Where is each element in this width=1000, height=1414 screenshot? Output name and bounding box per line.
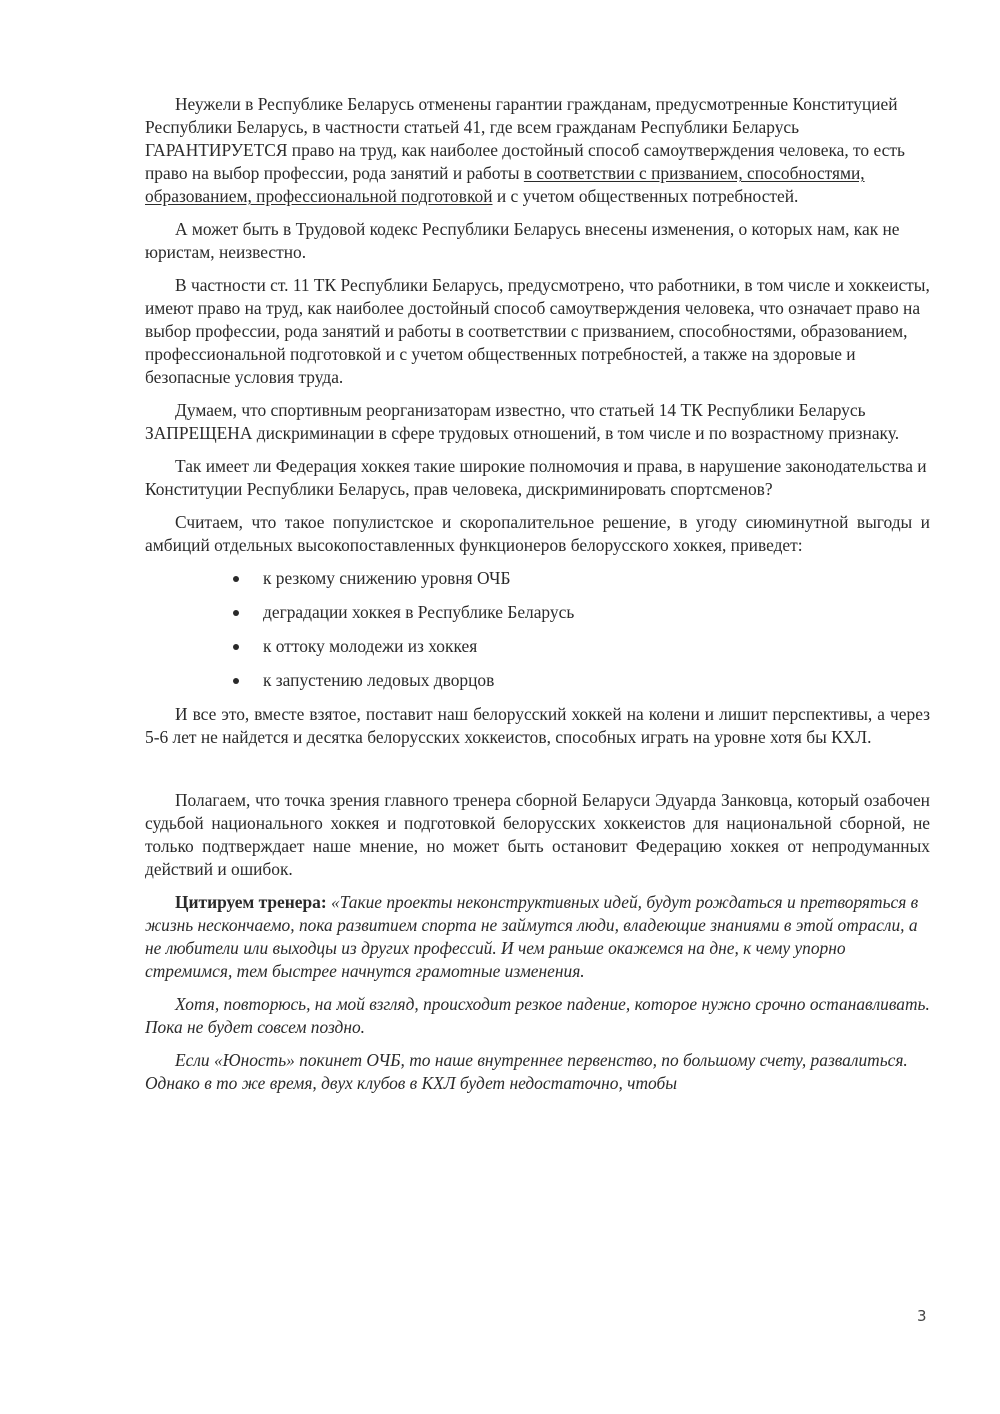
- quote-label: Цитируем тренера:: [175, 892, 327, 912]
- paragraph-quote-continued: [145, 993, 930, 1039]
- quote-text: Хотя, повторюсь, на мой взгляд, происходит резкое падение, которое нужно срочно останавливать. Пока не будет совсем поздно.: [145, 994, 930, 1037]
- bullet-icon: [233, 610, 239, 616]
- list-item: [233, 601, 930, 635]
- quote-text: «Такие проекты неконструктивных идей, будут рождаться и претворяться в жизнь нескончаемо, пока развитием спорта не займутся люди, владеющие знаниями в этой отрасли, а не любители или выходцы из других профессий. И чем раньше окажемся на дне, к чему упорно стремимся, тем быстрее начнутся грамотные изменения.: [145, 892, 919, 981]
- paragraph-labor-code: А может быть в Трудовой кодекс Республики Беларусь внесены изменения, о которых нам, как не юристам, неизвестно.: [145, 219, 900, 262]
- bullet-icon: [233, 576, 239, 582]
- paragraph-summary: И все это, вместе взятое, поставит наш белорусский хоккей на колени и лишит перспективы, а через 5-6 лет не найдется и десятка белорусских хоккеистов, способных играть на уровне хотя бы КХЛ.: [145, 704, 930, 747]
- list-item-text: деградации хоккея в Республике Беларусь: [263, 602, 575, 622]
- bullet-icon: [233, 678, 239, 684]
- consequences-list: [145, 567, 930, 703]
- paragraph-text: и с учетом общественных потребностей.: [492, 186, 799, 206]
- paragraph-article-11: В частности ст. 11 ТК Республики Беларусь, предусмотрено, что работники, в том числе и хоккеисты, имеют право на труд, как наиболее достойный способ самоутверждения человека, что означает право на выбор профессии, рода занятий и работы в соответствии с призванием, способностями, образованием, профессиональной подготовкой и с учетом общественных потребностей, а также на здоровые и безопасные условия труда.: [145, 275, 930, 387]
- paragraph-quote-yunost: [145, 1049, 930, 1095]
- list-item: [233, 567, 930, 601]
- page-number: 3: [917, 1307, 927, 1325]
- list-item-text: к резкому снижению уровня ОЧБ: [263, 568, 511, 588]
- list-item-text: к запустению ледовых дворцов: [263, 670, 495, 690]
- list-item: [233, 635, 930, 669]
- document-page: [145, 93, 930, 1095]
- underlined-text: в соответствии с призванием, способностями, образованием, профессиональной подготовкой: [145, 163, 865, 206]
- paragraph-federation-question: Так имеет ли Федерация хоккея такие широкие полномочия и права, в нарушение законодательства и Конституции Республики Беларусь, прав человека, дискриминировать спортсменов?: [145, 456, 927, 499]
- quote-text: Если «Юность» покинет ОЧБ, то наше внутреннее первенство, по большому счету, развалиться. Однако в то же время, двух клубов в КХЛ будет недостаточно, чтобы: [145, 1050, 908, 1093]
- list-item: [233, 669, 930, 703]
- list-item-text: к оттоку молодежи из хоккея: [263, 636, 478, 656]
- paragraph-text: Неужели в Республике Беларусь отменены гарантии гражданам, предусмотренные Конституцией Республики Беларусь, в частности статьей 41, где всем гражданам Республики Беларусь ГАРАНТИРУЕТСЯ право на труд, как наиболее достойный способ самоутверждения человека, то есть право на выбор профессии, рода занятий и работы: [145, 94, 905, 183]
- paragraph-article-14: Думаем, что спортивным реорганизаторам известно, что статьей 14 ТК Республики Беларусь ЗАПРЕЩЕНА дискриминации в сфере трудовых отношений, в том числе и по возрастному признаку.: [145, 400, 900, 443]
- paragraph-consequences-intro: Считаем, что такое популистское и скоропалительное решение, в угоду сиюминутной выгоды и амбиций отдельных высокопоставленных функционеров белорусского хоккея, приведет:: [145, 512, 930, 555]
- bullet-icon: [233, 644, 239, 650]
- paragraph-coach-quote: [145, 891, 930, 983]
- paragraph-constitution: [145, 93, 930, 208]
- paragraph-coach-opinion: Полагаем, что точка зрения главного тренера сборной Беларуси Эдуарда Занковца, который озабочен судьбой национального хоккея и подготовкой белорусских хоккеистов для национальной сборной, не только подтверждает наше мнение, но может быть остановит Федерацию хоккея от непродуманных действий и ошибок.: [145, 790, 930, 879]
